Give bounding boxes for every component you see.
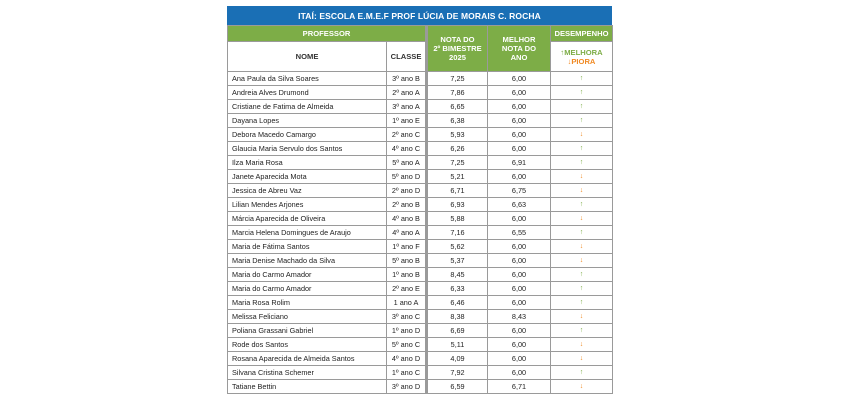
arrow-down-icon: ↓ [579, 243, 584, 250]
table-row [228, 380, 613, 394]
arrow-up-icon: ↑ [579, 89, 584, 96]
teacher-name-cell: Janete Aparecida Mota [228, 170, 387, 184]
teacher-name-cell: Márcia Aparecida de Oliveira [228, 212, 387, 226]
table-row [228, 198, 613, 212]
trend-cell [551, 380, 613, 394]
arrow-up-icon: ↑ [579, 271, 584, 278]
trend-cell [551, 86, 613, 100]
teacher-name-cell: Maria do Carmo Amador [228, 282, 387, 296]
best-grade-cell: 6,00 [488, 282, 551, 296]
trend-cell [551, 114, 613, 128]
table-row [228, 184, 613, 198]
trend-cell [551, 226, 613, 240]
arrow-down-icon: ↓ [579, 131, 584, 138]
legend-piora: ↓PIORA [567, 56, 596, 66]
trend-cell [551, 212, 613, 226]
teacher-name-cell: Ana Paula da Silva Soares [228, 72, 387, 86]
class-cell: 1º ano D [387, 324, 427, 338]
table-row [228, 254, 613, 268]
grade-cell: 6,26 [427, 142, 488, 156]
table-row [228, 226, 613, 240]
trend-cell [551, 268, 613, 282]
table-row [228, 296, 613, 310]
table-row [228, 338, 613, 352]
grade-cell: 4,09 [427, 352, 488, 366]
teacher-name-cell: Poliana Grassani Gabriel [228, 324, 387, 338]
class-cell: 3º ano A [387, 100, 427, 114]
teacher-name-cell: Jessica de Abreu Vaz [228, 184, 387, 198]
table-row [228, 128, 613, 142]
trend-cell [551, 156, 613, 170]
class-cell: 5º ano D [387, 170, 427, 184]
class-cell: 4º ano C [387, 142, 427, 156]
arrow-down-icon: ↓ [579, 313, 584, 320]
teacher-name-cell: Marcia Helena Domingues de Araujo [228, 226, 387, 240]
class-cell: 1º ano B [387, 268, 427, 282]
best-grade-cell: 6,00 [488, 72, 551, 86]
teacher-name-cell: Ilza Maria Rosa [228, 156, 387, 170]
best-grade-cell: 6,71 [488, 380, 551, 394]
best-grade-cell: 8,43 [488, 310, 551, 324]
results-table-container [227, 6, 612, 394]
grade-cell: 8,45 [427, 268, 488, 282]
arrow-down-icon: ↓ [579, 257, 584, 264]
class-cell: 5º ano B [387, 254, 427, 268]
trend-cell [551, 282, 613, 296]
teacher-name-cell: Tatiane Bettin [228, 380, 387, 394]
class-cell: 1º ano F [387, 240, 427, 254]
class-cell: 4º ano B [387, 212, 427, 226]
grade-cell: 6,38 [427, 114, 488, 128]
arrow-up-icon: ↑ [579, 75, 584, 82]
teacher-name-cell: Rosana Aparecida de Almeida Santos [228, 352, 387, 366]
grade-cell: 5,37 [427, 254, 488, 268]
teacher-name-cell: Maria Denise Machado da Silva [228, 254, 387, 268]
arrow-up-icon: ↑ [579, 285, 584, 292]
trend-cell [551, 254, 613, 268]
teacher-name-cell: Maria de Fátima Santos [228, 240, 387, 254]
melhor-header [488, 26, 551, 72]
grade-cell: 7,86 [427, 86, 488, 100]
class-cell: 3º ano C [387, 310, 427, 324]
grade-cell: 5,11 [427, 338, 488, 352]
arrow-up-icon: ↑ [579, 299, 584, 306]
table-row [228, 100, 613, 114]
best-grade-cell: 6,00 [488, 254, 551, 268]
arrow-up-icon: ↑ [579, 201, 584, 208]
professor-header: PROFESSOR [228, 26, 427, 42]
melhor-header-line2: NOTA DO [501, 44, 537, 53]
grade-cell: 5,21 [427, 170, 488, 184]
trend-cell [551, 240, 613, 254]
best-grade-cell: 6,00 [488, 128, 551, 142]
table-row [228, 212, 613, 226]
best-grade-cell: 6,55 [488, 226, 551, 240]
best-grade-cell: 6,00 [488, 86, 551, 100]
best-grade-cell: 6,00 [488, 240, 551, 254]
arrow-down-icon: ↓ [579, 383, 584, 390]
grade-cell: 7,16 [427, 226, 488, 240]
class-cell: 5º ano C [387, 338, 427, 352]
table-row [228, 86, 613, 100]
table-row [228, 170, 613, 184]
table-row [228, 240, 613, 254]
teacher-name-cell: Maria Rosa Rolim [228, 296, 387, 310]
class-cell: 2º ano B [387, 198, 427, 212]
grade-cell: 7,92 [427, 366, 488, 380]
best-grade-cell: 6,00 [488, 268, 551, 282]
teacher-name-cell: Melissa Feliciano [228, 310, 387, 324]
class-cell: 2º ano C [387, 128, 427, 142]
table-row [228, 310, 613, 324]
class-cell: 4º ano A [387, 226, 427, 240]
best-grade-cell: 6,75 [488, 184, 551, 198]
grade-cell: 7,25 [427, 156, 488, 170]
arrow-up-icon: ↑ [579, 145, 584, 152]
teacher-name-cell: Maria do Carmo Amador [228, 268, 387, 282]
results-table [227, 25, 613, 394]
trend-cell [551, 366, 613, 380]
class-cell: 1 ano A [387, 296, 427, 310]
best-grade-cell: 6,00 [488, 142, 551, 156]
trend-cell [551, 310, 613, 324]
class-cell: 2º ano A [387, 86, 427, 100]
best-grade-cell: 6,00 [488, 338, 551, 352]
class-cell: 1º ano E [387, 114, 427, 128]
arrow-down-icon: ↓ [579, 215, 584, 222]
table-row [228, 156, 613, 170]
grade-cell: 6,46 [427, 296, 488, 310]
nota-header-line2: 2º BIMESTRE [433, 44, 482, 53]
class-cell: 5º ano A [387, 156, 427, 170]
arrow-down-icon: ↓ [579, 341, 584, 348]
class-cell: 2º ano D [387, 184, 427, 198]
teacher-name-cell: Silvana Cristina Schemer [228, 366, 387, 380]
teacher-name-cell: Rode dos Santos [228, 338, 387, 352]
grade-cell: 6,65 [427, 100, 488, 114]
table-row [228, 282, 613, 296]
grade-cell: 5,88 [427, 212, 488, 226]
best-grade-cell: 6,91 [488, 156, 551, 170]
best-grade-cell: 6,00 [488, 324, 551, 338]
melhor-header-line3: ANO [510, 53, 528, 62]
trend-cell [551, 142, 613, 156]
teacher-name-cell: Andreia Alves Drumond [228, 86, 387, 100]
class-cell: 3º ano B [387, 72, 427, 86]
best-grade-cell: 6,00 [488, 366, 551, 380]
table-row [228, 352, 613, 366]
desempenho-legend [551, 42, 613, 72]
best-grade-cell: 6,00 [488, 296, 551, 310]
class-cell: 3º ano D [387, 380, 427, 394]
best-grade-cell: 6,00 [488, 212, 551, 226]
arrow-down-icon: ↓ [579, 355, 584, 362]
teacher-name-cell: Dayana Lopes [228, 114, 387, 128]
best-grade-cell: 6,00 [488, 352, 551, 366]
teacher-name-cell: Glaucia Maria Servulo dos Santos [228, 142, 387, 156]
grade-cell: 6,33 [427, 282, 488, 296]
arrow-up-icon: ↑ [579, 117, 584, 124]
trend-cell [551, 128, 613, 142]
trend-cell [551, 324, 613, 338]
arrow-down-icon: ↓ [579, 173, 584, 180]
legend-melhora: ↑MELHORA [560, 47, 603, 57]
best-grade-cell: 6,63 [488, 198, 551, 212]
class-cell: 1º ano C [387, 366, 427, 380]
melhor-header-line1: MELHOR [502, 35, 536, 44]
trend-cell [551, 198, 613, 212]
nome-column-header: NOME [228, 42, 387, 72]
grade-cell: 6,59 [427, 380, 488, 394]
best-grade-cell: 6,00 [488, 100, 551, 114]
table-row [228, 324, 613, 338]
trend-cell [551, 72, 613, 86]
arrow-up-icon: ↑ [579, 103, 584, 110]
trend-cell [551, 184, 613, 198]
classe-column-header: CLASSE [387, 42, 427, 72]
grade-cell: 5,93 [427, 128, 488, 142]
trend-cell [551, 170, 613, 184]
class-cell: 2º ano E [387, 282, 427, 296]
best-grade-cell: 6,00 [488, 114, 551, 128]
trend-cell [551, 100, 613, 114]
teacher-name-cell: Debora Macedo Camargo [228, 128, 387, 142]
nota-header-line1: NOTA DO [440, 35, 475, 44]
arrow-down-icon: ↓ [579, 187, 584, 194]
table-row [228, 114, 613, 128]
table-row [228, 142, 613, 156]
class-cell: 4º ano D [387, 352, 427, 366]
nota-header-line3: 2025 [449, 53, 466, 62]
teacher-name-cell: Lilian Mendes Arjones [228, 198, 387, 212]
table-row [228, 366, 613, 380]
arrow-up-icon: ↑ [579, 229, 584, 236]
grade-cell: 6,93 [427, 198, 488, 212]
nota-header [427, 26, 488, 72]
trend-cell [551, 352, 613, 366]
grade-cell: 6,69 [427, 324, 488, 338]
table-row [228, 72, 613, 86]
grade-cell: 7,25 [427, 72, 488, 86]
trend-cell [551, 338, 613, 352]
arrow-up-icon: ↑ [579, 369, 584, 376]
desempenho-header: DESEMPENHO [551, 26, 613, 42]
table-title: ITAÍ: ESCOLA E.M.E.F PROF LÚCIA DE MORAIS C. ROCHA [227, 6, 612, 25]
table-row [228, 268, 613, 282]
grade-cell: 6,71 [427, 184, 488, 198]
arrow-up-icon: ↑ [579, 159, 584, 166]
best-grade-cell: 6,00 [488, 170, 551, 184]
grade-cell: 5,62 [427, 240, 488, 254]
arrow-up-icon: ↑ [579, 327, 584, 334]
grade-cell: 8,38 [427, 310, 488, 324]
teacher-name-cell: Cristiane de Fatima de Almeida [228, 100, 387, 114]
trend-cell [551, 296, 613, 310]
